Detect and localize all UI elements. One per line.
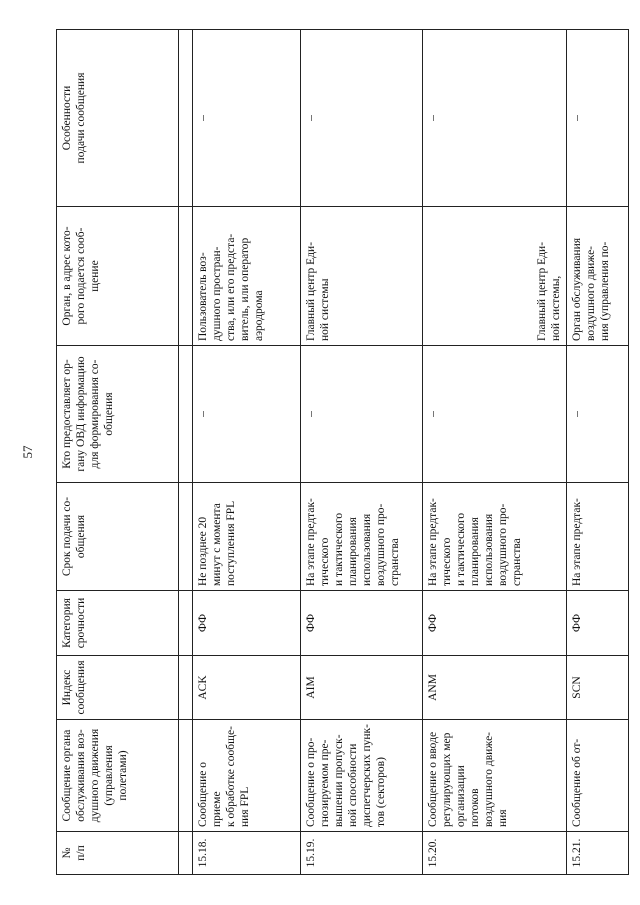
row-num: 15.20. [423,832,567,875]
row-provider: – [301,346,423,483]
row-provider: – [423,346,567,483]
row-index: ACK [193,656,301,720]
row-message: Сообщение о приеме к обработке сообще- ния FPL [193,720,301,832]
row-message: Сообщение о про- гнозируемом пре- вышении пропуск- ной способности диспетчерских пунк- тов (секторов) [301,720,423,832]
row-deadline: На этапе предтак- [567,483,629,591]
row-addressee: Пользователь воз- душного простран- ства, или его предста- витель, или оператор аэродрома [193,207,301,346]
header-index: Индекс сообщения [57,656,179,720]
row-provider: – [567,346,629,483]
row-index: SCN [567,656,629,720]
row-features: – [193,30,301,207]
header-features: Особенности подачи сообщения [57,30,179,207]
row-deadline: Не позднее 20 минут с момента поступления FPL [193,483,301,591]
row-index: AIM [301,656,423,720]
table-row [193,30,301,875]
row-message: Сообщение об от- [567,720,629,832]
page-number: 57 [20,445,35,459]
row-num: 15.19. [301,832,423,875]
table-row [567,30,629,875]
header-message: Сообщение органа обслуживания воз- душного движения (управления полетами) [57,720,179,832]
header-num: № п/п [57,832,179,875]
header-provider: Кто предоставляет ор- гану ОВД информацию для формирования со- общения [57,346,179,483]
row-addressee: Главный центр Еди- ной системы [301,207,423,346]
row-category: ФФ [193,591,301,656]
spacer-row [179,30,193,875]
row-features: – [567,30,629,207]
row-addressee: Орган обслуживания воздушного движе- ния (управления по- [567,207,629,346]
table-row [423,30,567,875]
header-category: Категория срочности [57,591,179,656]
row-message: Сообщение о вводе регулирующих мер организации потоков воздушного движе- ния [423,720,567,832]
row-index: ANM [423,656,567,720]
row-addressee: Главный центр Еди- ной системы, [423,207,567,346]
header-deadline: Срок подачи со- общения [57,483,179,591]
table-header-row [57,30,179,875]
row-features: – [301,30,423,207]
table-row [301,30,423,875]
row-provider: – [193,346,301,483]
row-num: 15.18. [193,832,301,875]
row-deadline: На этапе предтак- тического и тактического планирования использования воздушного про- странства [423,483,567,591]
row-deadline: На этапе предтак- тического и тактического планирования использования воздушного про- странства [301,483,423,591]
header-addressee: Орган, в адрес кото- рого подается сооб- щение [57,207,179,346]
rotated-page [56,30,628,875]
row-num: 15.21. [567,832,629,875]
row-category: ФФ [567,591,629,656]
row-category: ФФ [423,591,567,656]
row-category: ФФ [301,591,423,656]
messages-table [56,29,629,875]
row-features: – [423,30,567,207]
